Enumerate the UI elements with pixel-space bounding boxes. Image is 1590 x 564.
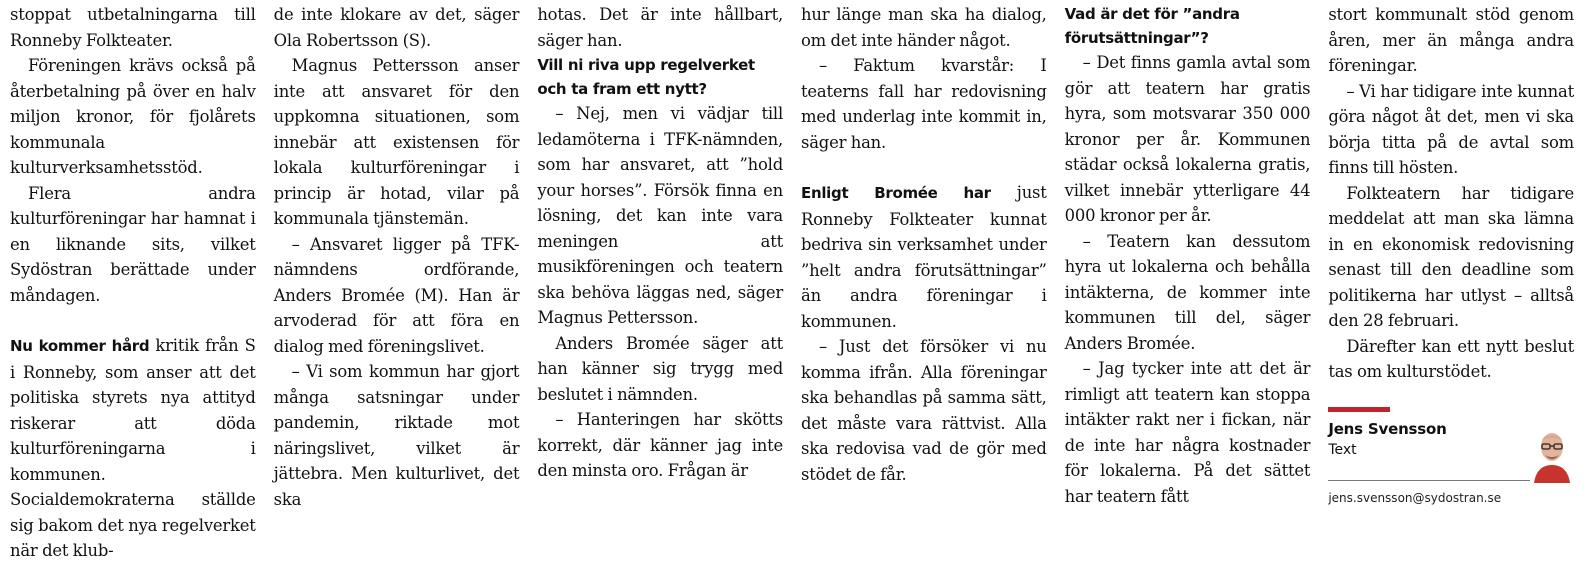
paragraph-lead-in: Enligt Bromée har	[801, 184, 991, 202]
paragraph-text: hotas. Det är inte hållbart, säger han.	[537, 5, 783, 50]
article-column-3	[537, 2, 783, 564]
article-paragraph	[10, 2, 256, 53]
article-paragraph	[537, 2, 783, 53]
paragraph-text: – Vi har tidigare inte kunnat göra något åt det, men vi ska börja titta på de avtal som finns till hösten.	[1328, 81, 1574, 177]
byline-email: jens.svensson@sydostran.se	[1328, 490, 1502, 505]
paragraph-text: stort kommunalt stöd genom åren, mer än många andra föreningar.	[1328, 5, 1574, 75]
article-paragraph	[537, 407, 783, 484]
byline	[1328, 407, 1574, 505]
article-paragraph	[801, 334, 1047, 487]
article-paragraph	[1328, 79, 1574, 181]
paragraph-text: Föreningen krävs också på återbetalning på över en halv miljon kronor, för fjolårets kommunala kulturverksamhetsstöd.	[10, 56, 256, 177]
article-paragraph	[1065, 229, 1311, 357]
paragraph-text: de inte klokare av det, säger Ola Robertsson (S).	[273, 5, 520, 50]
subheading: Vill ni riva upp regelverket och ta fram ett nytt?	[537, 56, 755, 98]
article-column-2	[274, 2, 520, 564]
paragraph-text: – Teatern kan dessutom hyra ut lokalerna och behålla intäkterna, de kommer inte kommunen till del, säger Anders Bromée.	[1064, 231, 1311, 353]
article-paragraph	[1328, 2, 1574, 79]
article-paragraph	[801, 2, 1047, 53]
paragraph-text: just Ronneby Folkteater kunnat bedriva sin verksamhet under ”helt andra förutsättningar” än andra föreningar i kommunen.	[801, 183, 1047, 331]
article-paragraph	[537, 101, 783, 331]
article-column-6	[1328, 2, 1574, 564]
paragraph-text: Anders Bromée säger att han känner sig trygg med beslutet i nämnden.	[537, 333, 783, 404]
article-paragraph	[10, 333, 256, 564]
paragraph-text: – Just det försöker vi nu komma ifrån. Alla föreningar ska behandlas på samma sätt, det måste vara rättvist. Alla ska redovisa vad de gör med stödet de får.	[801, 337, 1047, 484]
article-paragraph	[274, 2, 520, 53]
paragraph-text: – Det finns gamla avtal som gör att teatern har gratis hyra, som motsvarar 350 000 kronor per år. Kommunen städar också lokalerna gratis, vilket innebär ytterligare 44 000 kronor per år.	[1064, 53, 1311, 225]
paragraph-text: hur länge man ska ha dialog, om det inte händer något.	[801, 5, 1047, 50]
paragraph-text: Magnus Pettersson anser inte att ansvaret för den uppkomna situationen, som innebär att existensen för lokala kulturföreningar i princip är hotad, vilar på kommunala tjänstemän.	[273, 56, 520, 228]
article-paragraph	[274, 53, 520, 232]
paragraph-text: Flera andra kulturföreningar har hamnat i en liknande sits, vilket Sydöstran berättade under måndagen.	[10, 183, 256, 305]
byline-author-name: Jens Svensson	[1328, 419, 1447, 438]
paragraph-text: Därefter kan ett nytt beslut tas om kulturstödet.	[1328, 336, 1574, 381]
paragraph-text: – Hanteringen har skötts korrekt, där känner jag inte den minsta oro. Frågan är	[537, 410, 783, 480]
paragraph-text: – Faktum kvarstår: I teaterns fall har redovisning med underlag inte kommit in, säger han.	[801, 56, 1047, 152]
article-paragraph	[274, 232, 520, 360]
article-column-4	[801, 2, 1047, 564]
paragraph-text: – Jag tycker inte att det är rimligt att teatern kan stoppa intäkter rakt ner i fickan, när de inte har några kostnader för lokalerna. På det sättet har teatern fått	[1064, 359, 1311, 506]
article-column-1	[10, 2, 256, 564]
paragraph-text: – Ansvaret ligger på TFK-nämndens ordförande, Anders Bromée (M). Han är arvoderad för att föra en dialog med föreningslivet.	[273, 234, 520, 356]
article-paragraph	[1328, 181, 1574, 334]
paragraph-text: – Nej, men vi vädjar till ledamöterna i TFK-nämnden, som har ansvaret, att ”hold your horses”. Försök finna en lösning, det kan inte vara meningen att musikföreningen och teatern ska behöva läggas ned, säger Magnus Pettersson.	[537, 104, 783, 327]
article-paragraph	[1065, 356, 1311, 509]
article-paragraph	[10, 181, 256, 309]
paragraph-lead-in: Nu kommer hård	[10, 337, 150, 355]
byline-role: Text	[1328, 441, 1357, 458]
article-paragraph	[1065, 50, 1311, 229]
author-portrait	[1530, 425, 1574, 483]
subheading: Vad är det för ”andra förutsättningar”?	[1064, 5, 1240, 47]
article-paragraph	[801, 180, 1047, 334]
article-paragraph	[801, 53, 1047, 155]
paragraph-text: – Vi som kommun har gjort många satsningar under pandemin, riktade mot näringslivet, vilket är jättebra. Men kulturlivet, det ska	[273, 362, 520, 509]
article-paragraph	[274, 359, 520, 512]
paragraph-text: kritik från S i Ronneby, som anser att det politiska styrets nya attityd riskerar att döda kulturföreningarna i kommunen. Socialdemokraterna ställde sig bakom det nya regelverket när det klub-	[10, 336, 256, 560]
article-paragraph	[10, 53, 256, 181]
paragraph-text: Folkteatern har tidigare meddelat att man ska lämna in en ekonomisk redovisning senast till den deadline som politikerna har utlyst – alltså den 28 februari.	[1328, 183, 1574, 330]
article-paragraph	[537, 331, 783, 408]
paragraph-text: stoppat utbetalningarna till Ronneby Folkteater.	[10, 5, 256, 50]
byline-accent-bar	[1328, 407, 1390, 412]
article-paragraph	[1328, 334, 1574, 385]
article-column-5	[1065, 2, 1311, 564]
